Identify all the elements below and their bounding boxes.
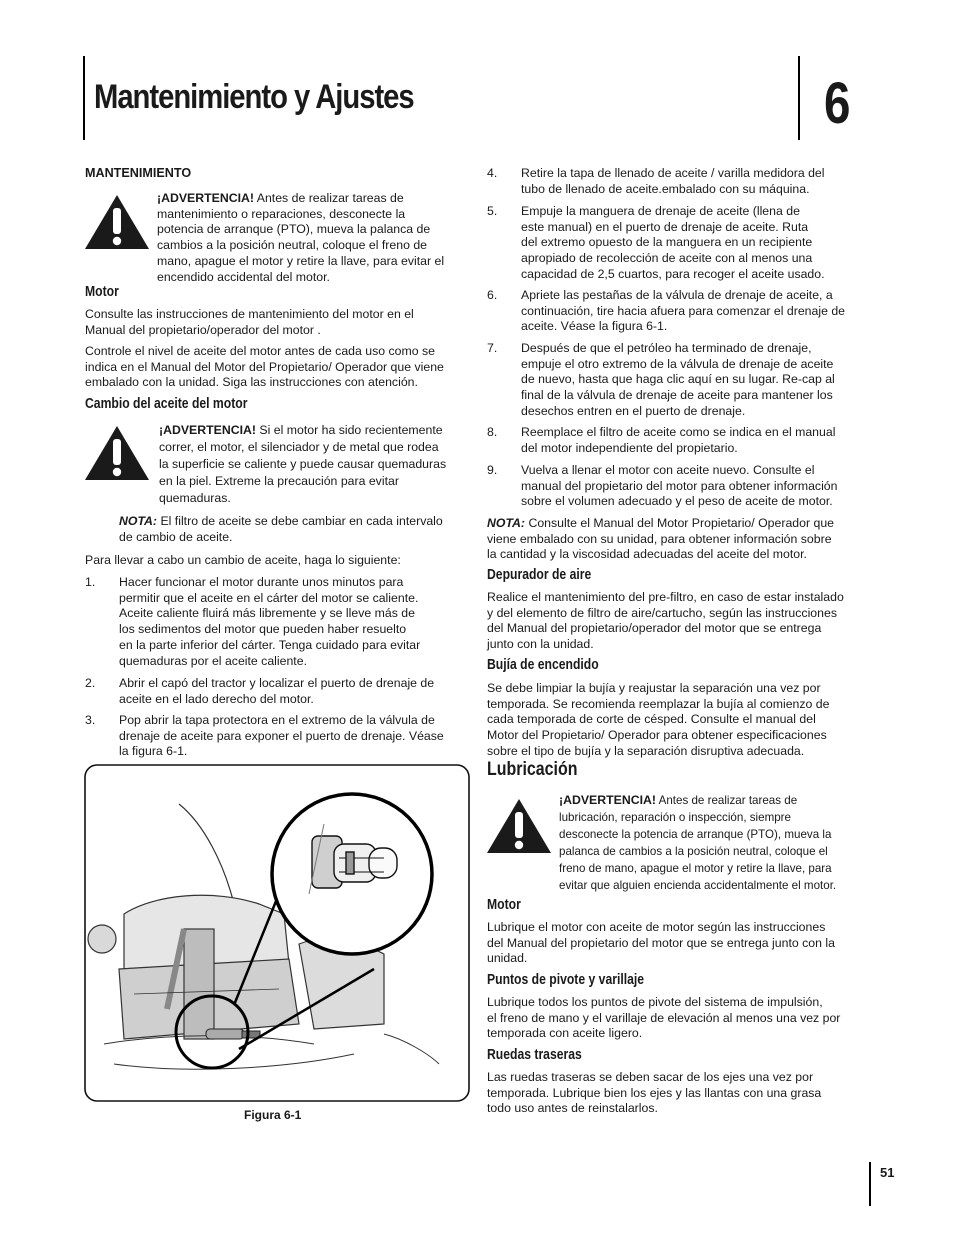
figure-caption: Figura 6-1	[244, 1108, 302, 1122]
spark-plug-text: Se debe limpiar la bujía y reajustar la separación una vez por temporada. Se recomienda reemplazar la bujía al comienzo de cada temporada de corte de césped. Consulte el manual del Motor del Propietario/ Operador para obtener especificaciones sobre el tipo de bujía y la separación disruptiva adecuada.	[487, 681, 830, 758]
warning-3-text: ¡ADVERTENCIA! Antes de realizar tareas de lubricación, reparación o inspección, siempre desconecte la potencia de arranque (PTO), mueva la palanca de cambios a la posición neutral, coloque el freno de mano, apague el motor y retire la llave, para evitar que alguien encienda accidentalmente el motor.	[559, 793, 837, 892]
footer-rule	[869, 1162, 871, 1206]
rear-wheels-heading: Ruedas traseras	[487, 1047, 582, 1063]
step-6-text: Apriete las pestañas de la válvula de drenaje de aceite, a continuación, tire hacia afuera para comenzar el drenaje de aceite. Véase la figura 6-1.	[521, 288, 846, 334]
step-7-text: Después de que el petróleo ha terminado de drenaje, empuje el otro extremo de la válvula de drenaje de aceite de nuevo, hasta que haga clic aquí en su lugar. Re-cap al final de la válvula de drenaje de aceite para mantener los desechos entren en el puerto de drenaje.	[521, 341, 835, 418]
step-4-text: Retire la tapa de llenado de aceite / varilla medidora del tubo de llenado de aceite.embalado con su máquina.	[521, 166, 825, 196]
air-cleaner-text: Realice el mantenimiento del pre-filtro, en caso de estar instalado y del elemento de filtro de aire/cartucho, según las instrucciones del Manual del propietario/operador del motor que se entrega junto con la unidad.	[487, 590, 844, 652]
step-9-text: Vuelva a llenar el motor con aceite nuevo. Consulte el manual del propietario del motor para obtener información sobre el volumen adecuado y el peso de aceite de motor.	[521, 463, 838, 509]
spark-plug-heading: Bujía de encendido	[487, 657, 599, 673]
step-number: 4.	[487, 166, 498, 180]
step-2-text: Abrir el capó del tractor y localizar el puerto de drenaje de aceite en el lado derecho del motor.	[119, 676, 435, 706]
step-1-text: Hacer funcionar el motor durante unos minutos para permitir que el aceite en el cárter del motor se caliente. Aceite caliente fluirá más libremente y se lleve más de los sedimentos del motor que pueden haber resuelto en la parte inferior del cárter. Tenga cuidado para evitar quemaduras por el aceite caliente.	[119, 575, 421, 668]
oil-change-heading: Cambio del aceite del motor	[85, 396, 248, 412]
warning-1-text: ¡ADVERTENCIA! Antes de realizar tareas de mantenimiento o reparaciones, desconecte la potencia de arranque (PTO), mueva la palanca de cambios a la posición neutral, coloque el freno de mano, apague el motor y retire la llave, para evitar el encendido accidental del motor.	[157, 191, 445, 284]
motor-lubrication-heading: Motor	[487, 897, 521, 913]
step-number: 6.	[487, 288, 498, 302]
note-1: NOTA: El filtro de aceite se debe cambiar en cada intervalo de cambio de aceite.	[119, 514, 443, 544]
page-number: 51	[880, 1165, 895, 1180]
step-8-text: Reemplace el filtro de aceite como se indica en el manual del motor independiente del propietario.	[521, 425, 836, 455]
motor-paragraph-1: Consulte las instrucciones de mantenimiento del motor en el Manual del propietario/operador del motor .	[85, 307, 414, 337]
step-5-text: Empuje la manguera de drenaje de aceite (llena de este manual) en el puerto de drenaje de aceite. Ruta del extremo opuesto de la manguera en un recipiente apropiado de recolección de aceite con al menos una capacidad de 2,5 cuartos, para recoger el aceite usado.	[521, 204, 825, 281]
air-cleaner-heading: Depurador de aire	[487, 567, 592, 583]
motor-paragraph-2: Controle el nivel de aceite del motor antes de cada uso como se indica en el Manual del Motor del Propietario/ Operador que viene embalado con la unidad. Siga las instrucciones con atención.	[85, 344, 444, 390]
step-3-text: Pop abrir la tapa protectora en el extremo de la válvula de drenaje de aceite para exponer el puerto de drenaje. Véase la figura 6-1.	[119, 713, 444, 759]
warning-triangle-icon	[84, 194, 150, 250]
rear-wheels-text: Las ruedas traseras se deben sacar de los ejes una vez por temporada. Lubrique bien los ejes y las llantas con una grasa todo uso antes de reinstalarlos.	[487, 1070, 822, 1116]
header-right-rule	[798, 56, 800, 140]
pivot-points-heading: Puntos de pivote y varillaje	[487, 972, 645, 988]
warning-2-text: ¡ADVERTENCIA! Si el motor ha sido recientemente correr, el motor, el silenciador y de metal que rodea la superficie se caliente y puede causar quemaduras en la piel. Extreme la precaución para evitar quemaduras.	[159, 423, 447, 505]
header-left-rule	[83, 56, 85, 140]
step-number: 3.	[85, 713, 96, 727]
warning-triangle-icon	[84, 425, 150, 481]
step-number: 8.	[487, 425, 498, 439]
lubrication-heading: Lubricación	[487, 759, 578, 780]
warning-triangle-icon	[486, 798, 552, 854]
chapter-number: 6	[824, 71, 851, 136]
note-2: NOTA: Consulte el Manual del Motor Propietario/ Operador que viene embalado con su unidad, para obtener información sobre la cantidad y la viscosidad adecuadas del aceite del motor.	[487, 516, 834, 562]
step-number: 2.	[85, 676, 96, 690]
motor-heading: Motor	[85, 284, 119, 300]
figure-6-1	[84, 764, 470, 1104]
step-number: 9.	[487, 463, 498, 477]
pivot-points-text: Lubrique todos los puntos de pivote del sistema de impulsión, el freno de mano y el varillaje de elevación al menos una vez por temporada con aceite ligero.	[487, 995, 841, 1041]
procedure-intro: Para llevar a cabo un cambio de aceite, haga lo siguiente:	[85, 553, 401, 567]
section-title: MANTENIMIENTO	[85, 166, 192, 180]
step-number: 5.	[487, 204, 498, 218]
step-number: 7.	[487, 341, 498, 355]
page-title: Mantenimiento y Ajustes	[94, 78, 414, 116]
step-number: 1.	[85, 575, 96, 589]
motor-lubrication-text: Lubrique el motor con aceite de motor según las instrucciones del Manual del propietario del motor que se entrega junto con la unidad.	[487, 920, 835, 966]
